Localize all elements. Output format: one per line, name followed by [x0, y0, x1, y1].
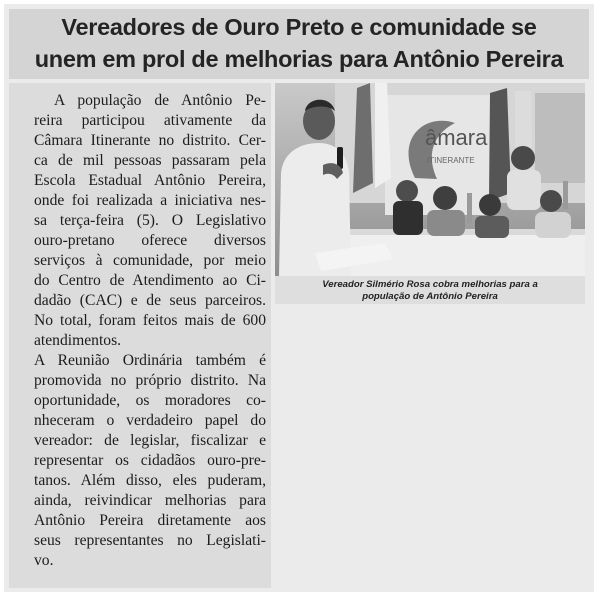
caption-line-1: Vereador Silmério Rosa cobra melhorias para a — [322, 279, 538, 290]
caption-line-2: população de Antônio Pereira — [362, 291, 498, 302]
article-photo — [275, 83, 585, 276]
body-line: promovida no próprio distrito. Na — [34, 372, 266, 389]
body-line: reira participou ativamente da — [34, 112, 266, 129]
body-line: do Centro de Atendimento ao Ci- — [34, 272, 266, 289]
body-line: ca de mil pessoas passaram pela — [34, 152, 266, 169]
body-line: Antônio Pereira diretamente aos — [34, 512, 266, 529]
body-line: ouro-pretano oferece diversos — [34, 232, 266, 249]
body-line: Escola Estadual Antônio Pereira, — [34, 172, 266, 189]
body-line: nheceram o verdadeiro papel do — [34, 412, 266, 429]
banner-subtext: ITINERANTE — [427, 156, 475, 165]
body-line: oportunidade, os moradores co- — [34, 392, 266, 409]
body-line: representar os cidadãos ouro-pre- — [34, 452, 266, 469]
body-line: ainda, reivindicar melhorias para — [34, 492, 266, 509]
headline-line-2: unem em prol de melhorias para Antônio Pereira — [34, 46, 564, 72]
body-line: sa terça-feira (5). O Legislativo — [34, 212, 266, 229]
body-line: dadão (CAC) e de seus parceiros. — [34, 292, 266, 309]
photo-caption — [275, 276, 585, 304]
body-line: A população de Antônio Pe- — [54, 92, 266, 109]
body-line: Câmara Itinerante no distrito. Cer- — [34, 132, 266, 149]
headline-line-1: Vereadores de Ouro Preto e comunidade se — [61, 14, 537, 40]
photo-illustration — [275, 83, 585, 276]
body-line: vo. — [34, 552, 54, 569]
body-line: atendimentos. — [34, 332, 122, 349]
body-line: onde foi realizada a iniciativa nes- — [34, 192, 266, 209]
body-line: seus representantes no Legislati- — [34, 532, 266, 549]
headline — [9, 9, 589, 79]
body-line: No total, foram feitos mais de 600 — [34, 312, 266, 329]
body-line: tanos. Além disso, eles puderam, — [34, 472, 266, 489]
body-line: serviços à comunidade, por meio — [34, 252, 266, 269]
article-body — [9, 83, 271, 588]
body-line: A Reunião Ordinária também é — [34, 352, 266, 369]
banner-text: âmara — [425, 125, 488, 150]
body-line: vereador: de legislar, fiscalizar e — [34, 432, 266, 449]
